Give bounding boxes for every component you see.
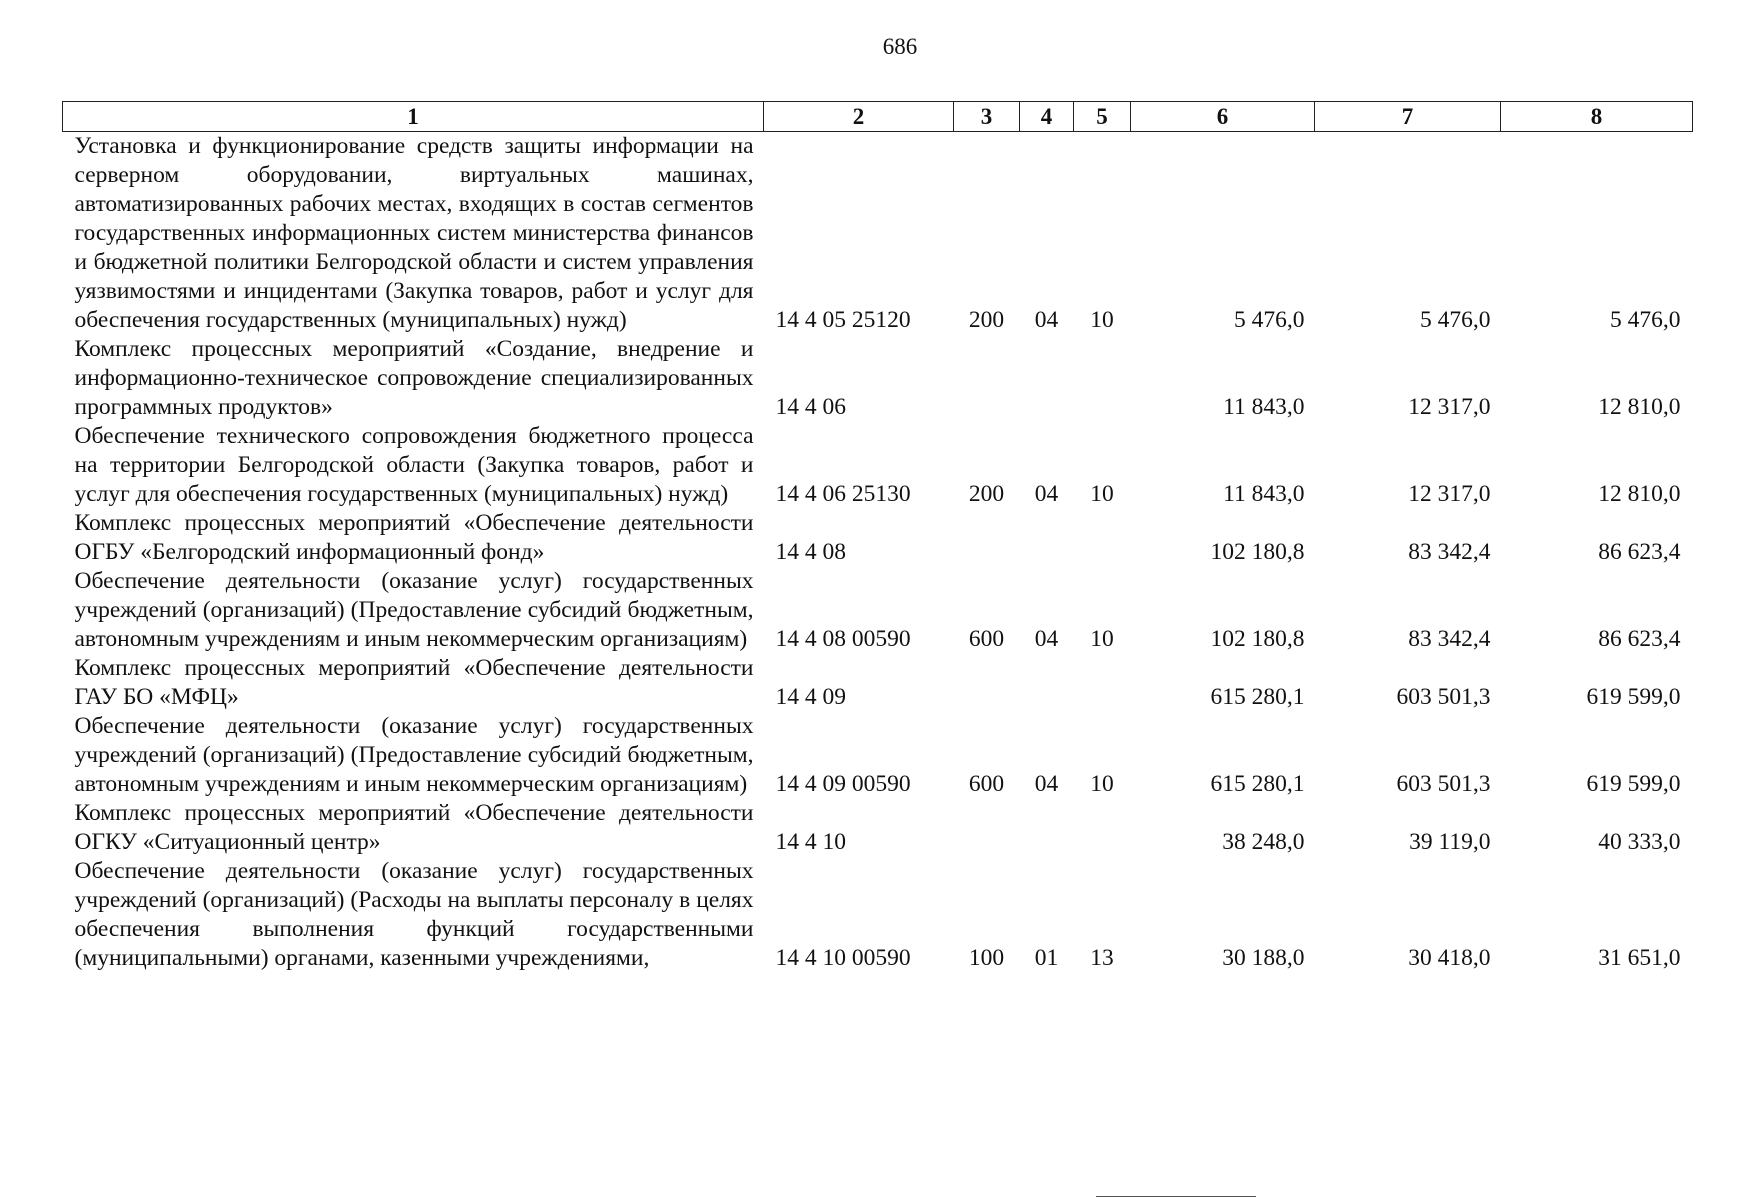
row-section: 04: [1034, 481, 1059, 507]
row-value-8: 86 623,4: [1598, 539, 1681, 565]
row-code: 14 4 10 00590: [775, 945, 911, 971]
budget-table: [62, 101, 1693, 973]
table-row: [63, 857, 1693, 973]
row-section: 01: [1034, 945, 1059, 971]
column-header-4: 4: [1020, 102, 1074, 132]
row-subsection: 10: [1090, 626, 1114, 652]
row-description: Установка и функционирование средств защиты информации на серверном оборудовании, виртуальных машинах, автоматизированных рабочих местах, входящих в состав сегментов государственных информационных систем министерства финансов и бюджетной политики Белгородской области и систем управления уязвимостями и инцидентами (Закупка товаров, работ и услуг для обеспечения государственных (муниципальных) нужд): [74, 133, 754, 333]
header-row: [63, 102, 1693, 132]
row-subsection: 10: [1090, 481, 1114, 507]
row-expense-type: 200: [968, 481, 1005, 507]
table-row: [63, 567, 1693, 654]
column-header-6: 6: [1131, 102, 1315, 132]
row-expense-type: [954, 799, 1020, 857]
row-description: Комплекс процессных мероприятий «Обеспечение деятельности ОГКУ «Ситуационный центр»: [74, 800, 754, 855]
column-header-2: 2: [764, 102, 954, 132]
row-value-7: 603 501,3: [1396, 771, 1491, 797]
row-value-8: 86 623,4: [1598, 626, 1681, 652]
row-description: Обеспечение деятельности (оказание услуг) государственных учреждений (организаций) (Предоставление субсидий бюджетным, автономным учреждениям и иным некоммерческим организациям): [74, 568, 754, 652]
row-expense-type: [954, 335, 1020, 422]
table-row: [63, 654, 1693, 712]
table-row: [63, 132, 1693, 336]
row-value-6: 30 188,0: [1222, 945, 1305, 971]
row-subsection: [1074, 654, 1131, 712]
row-value-6: 102 180,8: [1210, 626, 1305, 652]
row-value-7: 12 317,0: [1408, 394, 1491, 420]
row-description: Обеспечение деятельности (оказание услуг) государственных учреждений (организаций) (Предоставление субсидий бюджетным, автономным учреждениям и иным некоммерческим организациям): [74, 713, 754, 797]
row-code: 14 4 09 00590: [775, 771, 911, 797]
row-section: [1020, 799, 1074, 857]
row-value-8: 40 333,0: [1598, 829, 1681, 855]
table-row: [63, 712, 1693, 799]
row-value-7: 603 501,3: [1396, 684, 1491, 710]
row-code: 14 4 05 25120: [775, 307, 911, 333]
column-header-5: 5: [1074, 102, 1131, 132]
row-value-8: 31 651,0: [1598, 945, 1681, 971]
column-header-7: 7: [1315, 102, 1501, 132]
row-description: Комплекс процессных мероприятий «Создание, внедрение и информационно-техническое сопровождение специализированных программных продуктов»: [74, 336, 754, 420]
row-value-8: 12 810,0: [1598, 394, 1681, 420]
row-value-6: 615 280,1: [1210, 684, 1305, 710]
row-subsection: [1074, 799, 1131, 857]
row-expense-type: 100: [968, 945, 1005, 971]
table-row: [63, 422, 1693, 509]
row-value-6: 38 248,0: [1222, 829, 1305, 855]
row-section: [1020, 509, 1074, 567]
row-value-8: 619 599,0: [1586, 771, 1681, 797]
row-value-6: 615 280,1: [1210, 771, 1305, 797]
row-value-7: 12 317,0: [1408, 481, 1491, 507]
row-value-8: 12 810,0: [1598, 481, 1681, 507]
row-expense-type: [954, 654, 1020, 712]
table-row: [63, 799, 1693, 857]
row-value-6: 11 843,0: [1223, 394, 1305, 420]
table-row: [63, 335, 1693, 422]
row-code: 14 4 08: [775, 539, 846, 565]
row-subsection: [1074, 335, 1131, 422]
row-subsection: [1074, 509, 1131, 567]
row-value-7: 39 119,0: [1409, 829, 1491, 855]
column-header-3: 3: [954, 102, 1020, 132]
row-value-7: 5 476,0: [1420, 307, 1491, 333]
row-subsection: 10: [1090, 771, 1114, 797]
footer-rule: [1096, 1196, 1256, 1197]
row-description: Комплекс процессных мероприятий «Обеспечение деятельности ОГБУ «Белгородский информационный фонд»: [74, 510, 754, 565]
row-section: 04: [1034, 307, 1059, 333]
table-row: [63, 509, 1693, 567]
column-header-1: 1: [63, 102, 764, 132]
row-expense-type: 600: [968, 626, 1005, 652]
row-subsection: 10: [1090, 307, 1114, 333]
row-code: 14 4 09: [775, 684, 846, 710]
row-expense-type: 200: [968, 307, 1005, 333]
row-section: [1020, 335, 1074, 422]
row-section: [1020, 654, 1074, 712]
row-subsection: 13: [1090, 945, 1114, 971]
row-section: 04: [1034, 626, 1059, 652]
row-section: 04: [1034, 771, 1059, 797]
row-code: 14 4 10: [775, 829, 846, 855]
table-body: [63, 132, 1693, 974]
row-description: Комплекс процессных мероприятий «Обеспечение деятельности ГАУ БО «МФЦ»: [74, 655, 754, 710]
row-expense-type: 600: [968, 771, 1005, 797]
row-value-8: 619 599,0: [1586, 684, 1681, 710]
row-code: 14 4 06 25130: [775, 481, 911, 507]
page-number: 686: [882, 34, 918, 59]
row-value-8: 5 476,0: [1610, 307, 1681, 333]
row-value-7: 83 342,4: [1408, 539, 1491, 565]
row-expense-type: [954, 509, 1020, 567]
row-code: 14 4 06: [775, 394, 846, 420]
table-header: [63, 102, 1693, 132]
row-value-7: 83 342,4: [1408, 626, 1491, 652]
column-header-8: 8: [1501, 102, 1693, 132]
row-value-7: 30 418,0: [1408, 945, 1491, 971]
row-value-6: 5 476,0: [1234, 307, 1305, 333]
row-code: 14 4 08 00590: [775, 626, 911, 652]
row-description: Обеспечение деятельности (оказание услуг) государственных учреждений (организаций) (Расходы на выплаты персоналу в целях обеспечения выполнения функций государственными (муниципальными) органами, казенными учреждениями,: [74, 858, 754, 971]
row-description: Обеспечение технического сопровождения бюджетного процесса на территории Белгородской области (Закупка товаров, работ и услуг для обеспечения государственных (муниципальных) нужд): [74, 423, 754, 507]
row-value-6: 11 843,0: [1223, 481, 1305, 507]
row-value-6: 102 180,8: [1210, 539, 1305, 565]
